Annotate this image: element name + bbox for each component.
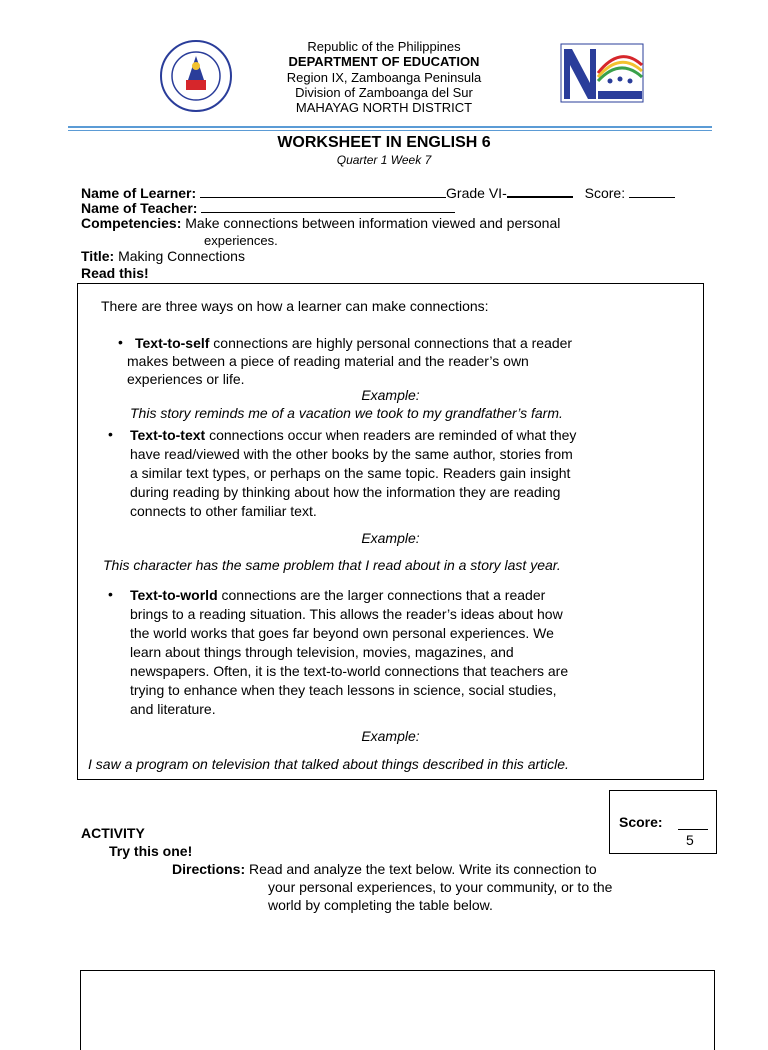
- self-line1: Text-to-self connections are highly personal connections that a reader: [135, 335, 573, 351]
- header-divider: [68, 126, 712, 128]
- header-region: Region IX, Zamboanga Peninsula: [286, 70, 482, 85]
- activity-heading: ACTIVITY: [81, 825, 145, 841]
- self-example-label: Example:: [361, 387, 420, 403]
- world-line6: trying to enhance when they teach lessons in science, social studies,: [130, 682, 557, 698]
- world-example-label: Example:: [361, 728, 420, 744]
- bullet-world: •: [108, 586, 113, 602]
- world-example: I saw a program on television that talked about things described in this article.: [88, 756, 569, 772]
- title-row: [81, 248, 245, 265]
- self-term: Text-to-self: [135, 335, 210, 351]
- activity-try: Try this one!: [109, 843, 193, 859]
- world-line1: Text-to-world connections are the larger connections that a reader: [130, 587, 546, 603]
- text-line4: during reading by thinking about how the information they are reading: [130, 484, 561, 500]
- teacher-label: Name of Teacher:: [81, 200, 198, 216]
- header-department: DEPARTMENT OF EDUCATION: [288, 54, 480, 69]
- learner-blank[interactable]: [200, 184, 446, 198]
- activity-directions-line1: Directions: Read and analyze the text below. Write its connection to: [172, 861, 597, 877]
- world-line7: and literature.: [130, 701, 216, 717]
- text-line2: have read/viewed with the other books by the same author, stories from: [130, 446, 573, 462]
- bullet-text: •: [108, 426, 113, 442]
- north-mahayag-logo-icon: [560, 43, 644, 103]
- worksheet-subtitle: Quarter 1 Week 7: [336, 153, 432, 167]
- activity-score-label: Score:: [619, 814, 663, 830]
- teacher-blank[interactable]: [201, 199, 455, 213]
- read-this-label: Read this!: [81, 265, 149, 281]
- header-divider-thin: [68, 130, 712, 131]
- self-line3: experiences or life.: [127, 371, 245, 387]
- world-line5: newspapers. Often, it is the text-to-world connections that teachers are: [130, 663, 569, 679]
- text-line3: a similar text types, or perhaps on the same topic. Readers gain insight: [130, 465, 571, 481]
- world-term: Text-to-world: [130, 587, 218, 603]
- header-district: MAHAYAG NORTH DISTRICT: [295, 100, 473, 115]
- activity-score-total: 5: [686, 832, 694, 848]
- text-line1: Text-to-text connections occur when readers are reminded of what they: [130, 427, 577, 443]
- self-line2: makes between a piece of reading material and the reader’s own: [127, 353, 529, 369]
- world-line3: the world works that goes far beyond own personal experiences. We: [130, 625, 554, 641]
- worksheet-title: WORKSHEET IN ENGLISH 6: [277, 134, 491, 151]
- world-line2: brings to a reading situation. This allows the reader’s ideas about how: [130, 606, 563, 622]
- activity-text-box: [80, 970, 715, 1050]
- reading-intro: There are three ways on how a learner can make connections:: [101, 298, 489, 314]
- competencies-row: [81, 215, 560, 232]
- competencies-label: Competencies:: [81, 215, 182, 231]
- competencies-line2: experiences.: [204, 233, 278, 248]
- header-republic: Republic of the Philippines: [307, 39, 461, 54]
- text-example-label: Example:: [361, 530, 420, 546]
- header-division: Division of Zamboanga del Sur: [295, 85, 473, 100]
- activity-directions-line2: your personal experiences, to your community, or to the: [268, 879, 613, 895]
- title-value: Making Connections: [118, 248, 245, 264]
- competencies-line1: Make connections between information viewed and personal: [185, 215, 561, 231]
- learner-label: Name of Learner:: [81, 185, 197, 201]
- text-example: This character has the same problem that I read about in a story last year.: [103, 557, 561, 573]
- title-label: Title:: [81, 248, 115, 264]
- activity-score-blank[interactable]: [678, 829, 708, 830]
- text-line5: connects to other familiar text.: [130, 503, 317, 519]
- grade-blank[interactable]: [507, 183, 573, 198]
- world-line4: learn about things through television, movies, magazines, and: [130, 644, 514, 660]
- grade-label: Grade VI-: [446, 185, 507, 201]
- score-blank[interactable]: [629, 184, 675, 198]
- text-term: Text-to-text: [130, 427, 206, 443]
- score-label: Score:: [584, 185, 626, 201]
- self-example: This story reminds me of a vacation we took to my grandfather’s farm.: [130, 405, 563, 421]
- activity-directions-line3: world by completing the table below.: [268, 897, 493, 913]
- bullet-self: •: [118, 334, 123, 350]
- directions-label: Directions:: [172, 861, 246, 877]
